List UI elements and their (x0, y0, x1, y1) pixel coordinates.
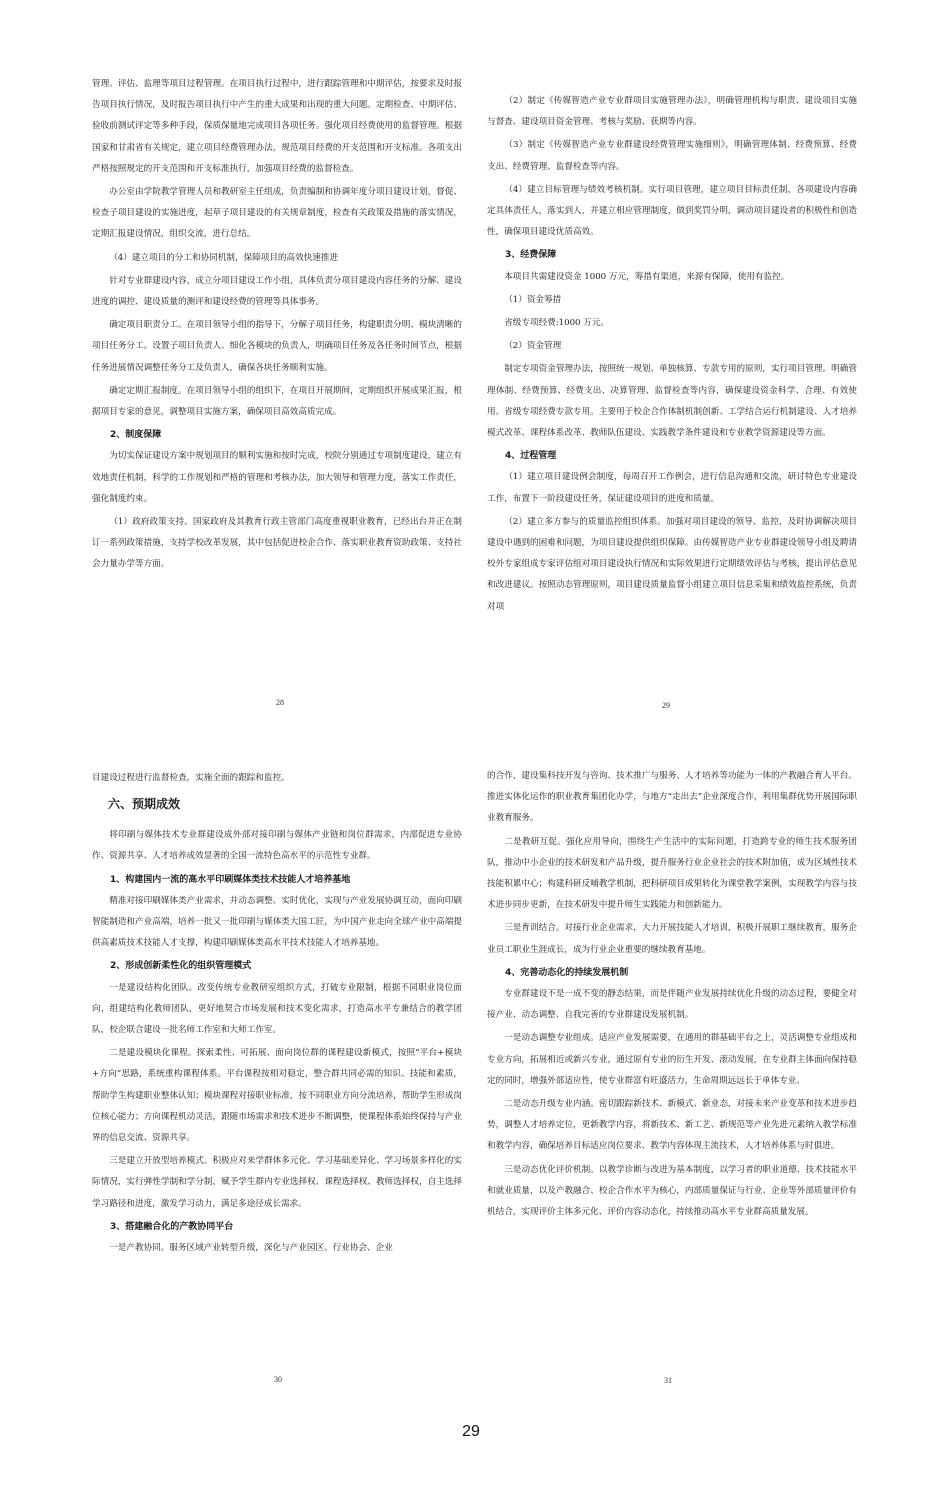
section-heading: 1、构建国内一流的高水平印刷媒体类技术技能人才培养基地 (110, 874, 351, 885)
paragraph: 三是育训结合。对接行业企业需求，大力开展技能人才培训，积极开展职工继续教育，服务企业员工职业生涯成长，成为行业企业重要的继续教育基地。 (487, 923, 857, 955)
section-heading: 3、搭建融合化的产教协同平台 (110, 1221, 234, 1232)
paragraph: 三是动态优化评价机制。以教学诊断与改进为基本制度，以学习者的职业道德、技术技能水平和就业质量，以及产教融合、校企合作水平为核心，内部质量保证与行业、企业等外部质量评价有机结合，实现评价主体多元化、评价内容动态化，持续推动高水平专业群高质量发展。 (487, 1164, 857, 1218)
page-number-29: 29 (662, 701, 670, 710)
paragraph: 精准对接印刷媒体类产业需求，并动态调整、实时优化，实现与产业发展协调互动，面向印刷智能制造和产业高端，培养一批又一批印刷与媒体类大国工匠，为中国产业走向全球产业中高端提供高素质技术技能人才支撑，构建印刷媒体类高水平技术技能人才培养基地。 (92, 895, 462, 949)
paragraph: 二是建设模块化课程。探索柔性、可拓展、面向岗位群的课程建设新模式，按照“平台+模块+方向”思路，系统重构课程体系。平台课程按相对稳定，整合群共同必需的知识、技能和素质，帮助学生构建职业整体认知；模块课程对接职业标准，按不同职业方向分流培养，帮助学生形成岗位核心能力；方向课程机动灵活，跟随市场需求和技术进步不断调整，使课程体系始终保持与产业界的信息交流、资源共享。 (92, 1048, 462, 1144)
paragraph: 办公室由学院教学管理人员和教研室主任组成，负责编制和协调年度分项目建设计划，督促、检查子项目建设的实施进度，起草子项目建设的有关规章制度，检查有关政策及措施的落实情况，定期汇报建设情况，组织交流，进行总结。 (92, 187, 462, 240)
page-number-31: 31 (664, 1376, 672, 1385)
paragraph: 一是动态调整专业组成。适应产业发展需要，在通用的群基础平台之上，灵活调整专业组成和专业方向，拓展相近或新兴专业，通过原有专业的衍生开发、滚动发展，在专业群主体面向保持稳定的同时，增强外部适应性，使专业群富有旺盛活力，生命周期远远长于单体专业。 (487, 1033, 857, 1086)
paragraph: 本项目共需建设资金 1000 万元，筹措有渠道，来源有保障，使用有监控。 (504, 271, 790, 282)
paragraph: 确定项目职责分工。在项目领导小组的指导下，分解子项目任务，构建职责分明、模块清晰的项目任务分工。设置子项目负责人、细化各模块的负责人，明确项目任务及各任务时间节点，根据任务进展情况调整任务分工及负责人，确保各块任务顺利实施。 (92, 320, 462, 373)
paragraph: 将印刷与媒体技术专业群建设成外部对接印刷与媒体产业链和岗位群需求，内部促进专业协作、资源共享、人才培养成效显著的全国一流特色高水平的示范性专业群。 (92, 830, 462, 862)
paragraph: 一是建设结构化团队。改变传统专业教研室组织方式，打破专业限制，根据不同职业岗位面向，组建结构化教师团队，更好地契合市场发展和技术变化需求，打造高水平专兼结合的教学团队，校企联合建设一批名师工作室和大师工作室。 (92, 982, 462, 1036)
page-number-28: 28 (276, 698, 284, 707)
paragraph: 管理、评估、监理等项目过程管理。在项目执行过程中，进行跟踪管理和中期评估，按要求及时报告项目执行情况，及时报告项目执行中产生的重大成果和出现的重大问题。定期检查、中期评估、验收前测试评定等多种手段，保质保量地完成项目各项任务。强化项目经费使用的监督管理。根据国家和甘肃省有关规定，建立项目经费管理办法，规范项目经费的开支范围和开支标准。各项支出严格按照规定的开支范围和开支标准执行，加强项目经费的监督检查。 (92, 79, 462, 174)
section-heading: 4、完善动态化的持续发展机制 (505, 967, 629, 978)
paragraph: （2）资金管理 (504, 341, 562, 352)
paragraph: （4）建立目标管理与绩效考核机制。实行项目管理，建立项目目标责任制，各项建设内容确定具体责任人，落实到人，并建立相应管理制度，做到奖罚分明，调动项目建设者的积极性和创造性，确保项目建设优质高效。 (487, 184, 857, 238)
section-heading: 2、制度保障 (110, 430, 162, 441)
paragraph: 目建设过程进行监督检查，实施全面的跟踪和监控。 (92, 773, 290, 783)
paragraph: （1）资金筹措 (504, 294, 562, 305)
paragraph: （2）建立多方参与的质量监控组织体系。加强对项目建设的领导、监控，及时协调解决项目建设中遇到的困难和问题，为项目建设提供组织保障。由传媒智造产业专业群建设领导小组及聘请校外专家组成专家评估组对项目建设执行情况和实际效果进行定期绩效评估与考核，提出评估意见和改进建议。按照动态管理原则，项目建设质量监督小组建立项目信息采集和绩效监控系统，负责对项 (487, 516, 857, 612)
paragraph: （2）制定《传媒智造产业专业群项目实施管理办法》，明确管理机构与职责、建设项目实施与督查、建设项目资金管理、考核与奖励、获期等内容。 (487, 96, 857, 128)
paragraph: （3）制定《传媒智造产业专业群建设经费管理实施细则》，明确管理体制、经费预算、经费支出、经费管理、监督检查等内容。 (487, 140, 857, 172)
paragraph: （1）建立项目建设例会制度，每周召开工作例会，进行信息沟通和交流，研讨特色专业建设工作，布置下一阶段建设任务，保证建设项目的进度和质量。 (487, 472, 857, 504)
section-heading: 4、过程管理 (505, 451, 557, 462)
paragraph: （4）建立项目的分工和协同机制，保障项目的高效快速推进 (109, 252, 339, 263)
paragraph: 一是产教协同。服务区域产业转型升级，深化与产业园区、行业协会、企业 (109, 1243, 393, 1254)
page-31-content (487, 766, 857, 1225)
page-29-content (487, 91, 857, 620)
paragraph: 二是动态升级专业内涵。密切跟踪新技术、新模式、新业态，对接未来产业变革和技术进步趋势，调整人才培养定位，更新教学内容，将新技术、新工艺、新规范等产业先进元素纳入教学标准和教学内容，确保培养目标适应岗位要求、教学内容体现主流技术，人才培养体系与时俱进。 (487, 1099, 857, 1152)
paragraph: 确定定期汇报制度。在项目领导小组的组织下，在项目开展期间，定期组织开展成果汇报，根据项目专家的意见，调整项目实施方案，确保项目高效高质完成。 (92, 385, 462, 418)
paragraph: 三是建立开放型培养模式。积极应对来学群体多元化、学习基础差异化、学习场景多样化的实际情况，实行弹性学制和学分制，赋予学生群内专业选择权、课程选择权、教师选择权，自主选择学习路径和进度，激发学习动力，满足多途径成长需求。 (92, 1156, 462, 1209)
paragraph: 为切实保证建设方案中规划项目的顺利实施和按时完成，校院分别通过专项制度建设，建立有效地责任机制，科学的工作规划和严格的管理和考核办法，加大领导和管理力度，落实工作责任，强化制度约束。 (92, 451, 462, 504)
paragraph: 二是教研互促。强化应用导向，围绕生产生活中的实际问题，打造跨专业的师生技术服务团队，推动中小企业的技术研发和产品升级，提升服务行业企业社会的技术附加值，成为区域性技术技能积累中心；构建科研反哺教学机制，把科研项目成果转化为课堂教学案例，实现教学内容与技术进步同步更新，在技术研发中提升师生实践能力和创新能力。 (487, 836, 857, 911)
paragraph: 制定专项资金管理办法，按照统一规划、单独核算、专款专用的原则，实行项目管理。明确管理体制、经费预算、经费支出、决算管理、监督检查等内容，确保建设资金科学、合理、有效使用。省级专项经费专款专用。主要用于校企合作体制机制创新、工学结合运行机制建设、人才培养模式改革、课程体系改革、教师队伍建设、实践教学条件建设和专业教学资源建设等方面。 (487, 364, 857, 439)
document-page-number: 29 (462, 1423, 480, 1440)
section-heading: 3、经费保障 (505, 250, 557, 261)
paragraph: 针对专业群建设内容，成立分项目建设工作小组，具体负责分项目建设内容任务的分解、建设进度的调控、建设质量的测评和建设经费的管理等具体事务。 (92, 275, 462, 308)
paragraph: 省级专项经费:1000 万元。 (504, 318, 610, 329)
page-28-content (92, 74, 462, 578)
paragraph: 专业群建设不是一成不变的静态结果，而是伴随产业发展持续优化升级的动态过程，要健全对接产业、动态调整、自我完善的专业群建设发展机制。 (487, 989, 857, 1021)
chapter-heading: 六、预期成效 (108, 797, 181, 812)
section-heading: 2、形成创新柔性化的组织管理模式 (110, 961, 252, 972)
paragraph: 的合作，建设集科技开发与咨询、技术推广与服务、人才培养等功能为一体的产教融合育人平台。推进实体化运作的职业教育集团化办学，与地方“走出去”企业深度合作，利用集群优势开展国际职业教育服务。 (487, 771, 857, 824)
paragraph: （1）政府政策支持。国家政府及其教育行政主管部门高度重视职业教育，已经出台并正在制订一系列政策措施，支持学校改革发展，其中包括促进校企合作、落实职业教育资助政策、支持社会力量办学等方面。 (92, 517, 462, 570)
page-number-30: 30 (274, 1375, 282, 1384)
page-30-content (92, 768, 462, 1261)
